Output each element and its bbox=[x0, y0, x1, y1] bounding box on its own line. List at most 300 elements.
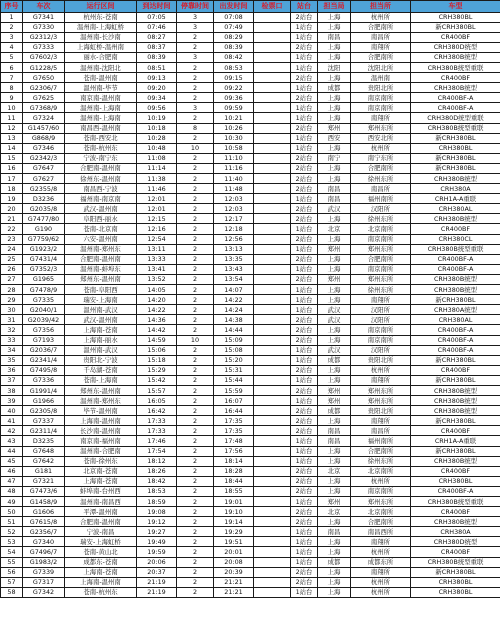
cell-train-model: CR400BF bbox=[411, 547, 500, 557]
cell-train-model: CRH380B统型 bbox=[411, 214, 500, 224]
cell-route: 宁波-南昌 bbox=[65, 527, 137, 537]
cell-departure-time: 16:44 bbox=[214, 406, 254, 416]
cell-train-model: CRH380AL bbox=[411, 204, 500, 214]
cell-route: 丽水-合肥南 bbox=[65, 52, 137, 62]
cell-departure-time: 17:56 bbox=[214, 446, 254, 456]
cell-operating-bureau: 南昌 bbox=[318, 194, 351, 204]
cell-platform: 2站台 bbox=[291, 174, 318, 184]
cell-depot: 合肥南所 bbox=[351, 163, 411, 173]
cell-index: 58 bbox=[1, 587, 23, 597]
cell-arrival-time: 19:49 bbox=[137, 537, 177, 547]
cell-train-model: CRH380B统型 bbox=[411, 456, 500, 466]
table-row bbox=[1, 426, 500, 436]
cell-platform: 2站台 bbox=[291, 335, 318, 345]
cell-arrival-time: 13:33 bbox=[137, 254, 177, 264]
cell-operating-bureau: 上海 bbox=[318, 285, 351, 295]
cell-ticket-gate bbox=[254, 436, 291, 446]
cell-route: 温州南-上海南 bbox=[65, 113, 137, 123]
cell-train-number: G1457/60 bbox=[23, 123, 65, 133]
cell-arrival-time: 18:12 bbox=[137, 456, 177, 466]
cell-ticket-gate bbox=[254, 385, 291, 395]
cell-route: 上海南-丽水 bbox=[65, 335, 137, 345]
cell-train-number: G7336 bbox=[23, 375, 65, 385]
cell-train-model: CR400BF bbox=[411, 73, 500, 83]
cell-index: 50 bbox=[1, 507, 23, 517]
cell-operating-bureau: 上海 bbox=[318, 375, 351, 385]
cell-train-number: D3236 bbox=[23, 194, 65, 204]
cell-arrival-time: 19:08 bbox=[137, 507, 177, 517]
cell-platform: 2站台 bbox=[291, 466, 318, 476]
cell-stop-duration: 2 bbox=[177, 62, 214, 72]
cell-stop-duration: 2 bbox=[177, 42, 214, 52]
cell-train-number: G1965 bbox=[23, 274, 65, 284]
cell-route: 上海南-苍南 bbox=[65, 567, 137, 577]
cell-ticket-gate bbox=[254, 285, 291, 295]
cell-operating-bureau: 上海 bbox=[318, 234, 351, 244]
cell-train-model: CRH1A-A重联 bbox=[411, 194, 500, 204]
cell-arrival-time: 20:06 bbox=[137, 557, 177, 567]
table-row bbox=[1, 62, 500, 72]
cell-departure-time: 21:21 bbox=[214, 587, 254, 597]
header-cell-index: 序号 bbox=[1, 1, 23, 13]
cell-route: 合肥南-温州南 bbox=[65, 163, 137, 173]
cell-depot: 北京南所 bbox=[351, 507, 411, 517]
cell-arrival-time: 18:59 bbox=[137, 497, 177, 507]
cell-departure-time: 20:39 bbox=[214, 567, 254, 577]
cell-platform: 1站台 bbox=[291, 52, 318, 62]
cell-departure-time: 15:20 bbox=[214, 355, 254, 365]
cell-departure-time: 13:35 bbox=[214, 254, 254, 264]
cell-platform: 2站台 bbox=[291, 274, 318, 284]
cell-stop-duration: 2 bbox=[177, 315, 214, 325]
cell-train-model: 新CRH380BL bbox=[411, 355, 500, 365]
cell-depot: 合肥南所 bbox=[351, 517, 411, 527]
cell-stop-duration: 2 bbox=[177, 325, 214, 335]
cell-platform: 1站台 bbox=[291, 446, 318, 456]
cell-arrival-time: 20:37 bbox=[137, 567, 177, 577]
cell-depot: 杭州所 bbox=[351, 547, 411, 557]
cell-operating-bureau: 上海 bbox=[318, 295, 351, 305]
cell-stop-duration: 2 bbox=[177, 456, 214, 466]
cell-arrival-time: 12:16 bbox=[137, 224, 177, 234]
cell-depot: 北京南所 bbox=[351, 466, 411, 476]
cell-train-number: G7625 bbox=[23, 93, 65, 103]
cell-index: 44 bbox=[1, 446, 23, 456]
cell-stop-duration: 2 bbox=[177, 406, 214, 416]
table-body bbox=[1, 12, 500, 597]
cell-departure-time: 09:59 bbox=[214, 103, 254, 113]
cell-stop-duration: 2 bbox=[177, 274, 214, 284]
cell-stop-duration: 2 bbox=[177, 486, 214, 496]
cell-ticket-gate bbox=[254, 52, 291, 62]
header-cell-train-number: 车次 bbox=[23, 1, 65, 13]
cell-route: 苍南-杭州东 bbox=[65, 587, 137, 597]
cell-arrival-time: 09:34 bbox=[137, 93, 177, 103]
cell-departure-time: 08:42 bbox=[214, 52, 254, 62]
cell-operating-bureau: 北京 bbox=[318, 224, 351, 234]
cell-depot: 南昌所 bbox=[351, 32, 411, 42]
cell-train-model: CR400BF-A bbox=[411, 93, 500, 103]
cell-stop-duration: 2 bbox=[177, 174, 214, 184]
table-row bbox=[1, 497, 500, 507]
cell-operating-bureau: 南宁 bbox=[318, 153, 351, 163]
cell-arrival-time: 11:46 bbox=[137, 184, 177, 194]
cell-operating-bureau: 上海 bbox=[318, 537, 351, 547]
header-cell-departure-time: 出发时间 bbox=[214, 1, 254, 13]
cell-depot: 南昌所 bbox=[351, 426, 411, 436]
cell-platform: 2站台 bbox=[291, 426, 318, 436]
cell-depot: 西安北所 bbox=[351, 133, 411, 143]
cell-departure-time: 18:14 bbox=[214, 456, 254, 466]
cell-arrival-time: 08:37 bbox=[137, 42, 177, 52]
cell-ticket-gate bbox=[254, 456, 291, 466]
cell-operating-bureau: 成都 bbox=[318, 355, 351, 365]
cell-train-model: CRH1A-A重联 bbox=[411, 436, 500, 446]
cell-route: 合肥南-温州南 bbox=[65, 517, 137, 527]
cell-ticket-gate bbox=[254, 507, 291, 517]
cell-depot: 南翔所 bbox=[351, 416, 411, 426]
cell-ticket-gate bbox=[254, 204, 291, 214]
cell-route: 成都东-苍南 bbox=[65, 557, 137, 567]
cell-platform: 1站台 bbox=[291, 244, 318, 254]
header-cell-platform: 站台 bbox=[291, 1, 318, 13]
cell-stop-duration: 2 bbox=[177, 163, 214, 173]
cell-arrival-time: 09:20 bbox=[137, 83, 177, 93]
cell-train-number: G7356 bbox=[23, 325, 65, 335]
cell-ticket-gate bbox=[254, 527, 291, 537]
cell-route: 长沙南-温州南 bbox=[65, 426, 137, 436]
cell-depot: 南翔所 bbox=[351, 42, 411, 52]
cell-index: 12 bbox=[1, 123, 23, 133]
cell-departure-time: 13:54 bbox=[214, 274, 254, 284]
cell-ticket-gate bbox=[254, 153, 291, 163]
header-row bbox=[1, 1, 500, 13]
cell-stop-duration: 2 bbox=[177, 537, 214, 547]
cell-route: 温州南-武汉 bbox=[65, 305, 137, 315]
cell-arrival-time: 10:48 bbox=[137, 143, 177, 153]
cell-depot: 杭州所 bbox=[351, 587, 411, 597]
cell-train-model: CR400BF-A bbox=[411, 103, 500, 113]
cell-platform: 2站台 bbox=[291, 12, 318, 22]
cell-ticket-gate bbox=[254, 476, 291, 486]
cell-train-number: D3235 bbox=[23, 436, 65, 446]
cell-train-number: G7346 bbox=[23, 143, 65, 153]
table-row bbox=[1, 466, 500, 476]
cell-operating-bureau: 上海 bbox=[318, 254, 351, 264]
cell-stop-duration: 2 bbox=[177, 204, 214, 214]
cell-operating-bureau: 上海 bbox=[318, 214, 351, 224]
cell-index: 21 bbox=[1, 214, 23, 224]
cell-train-number: G7324 bbox=[23, 113, 65, 123]
cell-ticket-gate bbox=[254, 295, 291, 305]
cell-train-model: CRH380A统型 bbox=[411, 305, 500, 315]
cell-arrival-time: 18:53 bbox=[137, 486, 177, 496]
cell-route: 温州南-武汉 bbox=[65, 345, 137, 355]
table-row bbox=[1, 587, 500, 597]
table-row bbox=[1, 194, 500, 204]
cell-route: 武汉-温州南 bbox=[65, 315, 137, 325]
cell-route: 温州南-长沙南 bbox=[65, 32, 137, 42]
cell-train-model: 新CRH380BL bbox=[411, 22, 500, 32]
cell-stop-duration: 2 bbox=[177, 234, 214, 244]
cell-ticket-gate bbox=[254, 12, 291, 22]
cell-arrival-time: 10:18 bbox=[137, 123, 177, 133]
table-row bbox=[1, 365, 500, 375]
cell-departure-time: 09:15 bbox=[214, 73, 254, 83]
cell-index: 37 bbox=[1, 375, 23, 385]
cell-train-number: G181 bbox=[23, 466, 65, 476]
cell-stop-duration: 2 bbox=[177, 385, 214, 395]
cell-ticket-gate bbox=[254, 365, 291, 375]
cell-train-number: G868/9 bbox=[23, 133, 65, 143]
cell-ticket-gate bbox=[254, 123, 291, 133]
cell-route: 南昌西-温州南 bbox=[65, 123, 137, 133]
cell-train-number: G2305/8 bbox=[23, 406, 65, 416]
cell-ticket-gate bbox=[254, 103, 291, 113]
cell-route: 武汉-温州南 bbox=[65, 204, 137, 214]
cell-operating-bureau: 南昌 bbox=[318, 184, 351, 194]
cell-index: 47 bbox=[1, 476, 23, 486]
cell-departure-time: 11:40 bbox=[214, 174, 254, 184]
cell-departure-time: 12:18 bbox=[214, 224, 254, 234]
cell-stop-duration: 2 bbox=[177, 285, 214, 295]
cell-index: 2 bbox=[1, 22, 23, 32]
cell-platform: 1站台 bbox=[291, 194, 318, 204]
table-row bbox=[1, 375, 500, 385]
cell-operating-bureau: 上海 bbox=[318, 567, 351, 577]
cell-train-number: G7642 bbox=[23, 456, 65, 466]
cell-ticket-gate bbox=[254, 32, 291, 42]
cell-departure-time: 12:17 bbox=[214, 214, 254, 224]
cell-departure-time: 09:36 bbox=[214, 93, 254, 103]
cell-ticket-gate bbox=[254, 133, 291, 143]
table-row bbox=[1, 204, 500, 214]
cell-stop-duration: 2 bbox=[177, 557, 214, 567]
cell-departure-time: 13:13 bbox=[214, 244, 254, 254]
cell-route: 苍南-杭州东 bbox=[65, 143, 137, 153]
cell-operating-bureau: 上海 bbox=[318, 103, 351, 113]
cell-stop-duration: 3 bbox=[177, 52, 214, 62]
cell-route: 瑞安-上海虹桥 bbox=[65, 537, 137, 547]
cell-route: 阜阳西-丽水 bbox=[65, 214, 137, 224]
cell-depot: 南翔所 bbox=[351, 375, 411, 385]
table-row bbox=[1, 163, 500, 173]
cell-arrival-time: 12:01 bbox=[137, 194, 177, 204]
cell-index: 1 bbox=[1, 12, 23, 22]
cell-stop-duration: 2 bbox=[177, 113, 214, 123]
cell-route: 杭州东-苍南 bbox=[65, 12, 137, 22]
table-row bbox=[1, 143, 500, 153]
cell-operating-bureau: 郑州 bbox=[318, 385, 351, 395]
cell-stop-duration: 10 bbox=[177, 335, 214, 345]
cell-index: 8 bbox=[1, 83, 23, 93]
cell-platform: 1站台 bbox=[291, 436, 318, 446]
cell-platform: 2站台 bbox=[291, 214, 318, 224]
cell-departure-time: 19:51 bbox=[214, 537, 254, 547]
cell-departure-time: 10:58 bbox=[214, 143, 254, 153]
cell-arrival-time: 17:33 bbox=[137, 416, 177, 426]
cell-platform: 1站台 bbox=[291, 133, 318, 143]
cell-operating-bureau: 上海 bbox=[318, 174, 351, 184]
cell-platform: 2站台 bbox=[291, 42, 318, 52]
cell-stop-duration: 2 bbox=[177, 153, 214, 163]
cell-train-number: G7627 bbox=[23, 174, 65, 184]
cell-index: 55 bbox=[1, 557, 23, 567]
cell-platform: 1站台 bbox=[291, 537, 318, 547]
cell-platform: 1站台 bbox=[291, 32, 318, 42]
cell-arrival-time: 21:19 bbox=[137, 587, 177, 597]
cell-departure-time: 15:59 bbox=[214, 385, 254, 395]
cell-departure-time: 16:07 bbox=[214, 396, 254, 406]
cell-ticket-gate bbox=[254, 335, 291, 345]
cell-train-number: G2311/4 bbox=[23, 426, 65, 436]
cell-train-model: 新CRH380BL bbox=[411, 133, 500, 143]
cell-departure-time: 10:30 bbox=[214, 133, 254, 143]
cell-stop-duration: 2 bbox=[177, 587, 214, 597]
cell-ticket-gate bbox=[254, 244, 291, 254]
cell-arrival-time: 12:54 bbox=[137, 234, 177, 244]
cell-train-model: CRH380B统型 bbox=[411, 517, 500, 527]
cell-route: 毕节-温州南 bbox=[65, 406, 137, 416]
cell-ticket-gate bbox=[254, 497, 291, 507]
cell-index: 53 bbox=[1, 537, 23, 547]
cell-route: 上海南-温州南 bbox=[65, 577, 137, 587]
cell-stop-duration: 2 bbox=[177, 416, 214, 426]
cell-train-number: G7339 bbox=[23, 567, 65, 577]
cell-train-model: 新CRH380BL bbox=[411, 375, 500, 385]
cell-platform: 2站台 bbox=[291, 123, 318, 133]
cell-stop-duration: 3 bbox=[177, 12, 214, 22]
cell-index: 7 bbox=[1, 73, 23, 83]
cell-departure-time: 08:53 bbox=[214, 62, 254, 72]
cell-stop-duration: 2 bbox=[177, 133, 214, 143]
cell-arrival-time: 17:46 bbox=[137, 436, 177, 446]
cell-depot: 南翔所 bbox=[351, 537, 411, 547]
cell-arrival-time: 13:41 bbox=[137, 264, 177, 274]
cell-depot: 合肥南所 bbox=[351, 22, 411, 32]
header-cell-train-model: 车型 bbox=[411, 1, 500, 13]
cell-departure-time: 11:16 bbox=[214, 163, 254, 173]
cell-index: 28 bbox=[1, 285, 23, 295]
cell-index: 27 bbox=[1, 274, 23, 284]
cell-arrival-time: 10:19 bbox=[137, 113, 177, 123]
cell-arrival-time: 19:27 bbox=[137, 527, 177, 537]
cell-train-number: G7473/6 bbox=[23, 486, 65, 496]
cell-ticket-gate bbox=[254, 234, 291, 244]
cell-operating-bureau: 上海 bbox=[318, 416, 351, 426]
cell-arrival-time: 08:39 bbox=[137, 52, 177, 62]
cell-index: 36 bbox=[1, 365, 23, 375]
cell-depot: 郑州东所 bbox=[351, 123, 411, 133]
cell-depot: 合肥南所 bbox=[351, 446, 411, 456]
cell-arrival-time: 11:08 bbox=[137, 153, 177, 163]
cell-train-model: CRH380B统型重联 bbox=[411, 123, 500, 133]
cell-operating-bureau: 上海 bbox=[318, 12, 351, 22]
cell-platform: 2站台 bbox=[291, 254, 318, 264]
cell-train-number: G2039/42 bbox=[23, 315, 65, 325]
cell-operating-bureau: 上海 bbox=[318, 143, 351, 153]
cell-arrival-time: 16:42 bbox=[137, 406, 177, 416]
cell-depot: 南昌所 bbox=[351, 184, 411, 194]
cell-route: 宁波-南宁东 bbox=[65, 153, 137, 163]
cell-operating-bureau: 成都 bbox=[318, 557, 351, 567]
cell-stop-duration: 2 bbox=[177, 396, 214, 406]
cell-departure-time: 18:55 bbox=[214, 486, 254, 496]
cell-depot: 南京南所 bbox=[351, 325, 411, 335]
cell-depot: 郑州东所 bbox=[351, 244, 411, 254]
cell-train-model: 新CRH380BL bbox=[411, 416, 500, 426]
header-cell-route: 运行区间 bbox=[65, 1, 137, 13]
cell-train-model: CR400BF bbox=[411, 426, 500, 436]
cell-operating-bureau: 上海 bbox=[318, 577, 351, 587]
cell-ticket-gate bbox=[254, 355, 291, 365]
cell-train-number: G7342 bbox=[23, 587, 65, 597]
cell-train-model: CRH380B统型 bbox=[411, 385, 500, 395]
cell-train-model: CR400BF bbox=[411, 32, 500, 42]
cell-platform: 2站台 bbox=[291, 476, 318, 486]
cell-train-model: CRH380BL bbox=[411, 577, 500, 587]
cell-platform: 1站台 bbox=[291, 224, 318, 234]
cell-train-model: CRH380B统型 bbox=[411, 274, 500, 284]
cell-train-model: CR400BF-A bbox=[411, 254, 500, 264]
cell-ticket-gate bbox=[254, 406, 291, 416]
cell-operating-bureau: 南昌 bbox=[318, 436, 351, 446]
cell-operating-bureau: 上海 bbox=[318, 93, 351, 103]
cell-train-model: CRH380D统型 bbox=[411, 537, 500, 547]
cell-ticket-gate bbox=[254, 486, 291, 496]
cell-depot: 南京南所 bbox=[351, 234, 411, 244]
cell-operating-bureau: 武汉 bbox=[318, 315, 351, 325]
cell-train-number: G7478/9 bbox=[23, 285, 65, 295]
cell-train-model: CRH380AL bbox=[411, 315, 500, 325]
cell-route: 温州南-南昌西 bbox=[65, 497, 137, 507]
cell-index: 54 bbox=[1, 547, 23, 557]
cell-stop-duration: 2 bbox=[177, 93, 214, 103]
cell-route: 温州南-蚌埠东 bbox=[65, 264, 137, 274]
cell-route: 温州南-沈阳北 bbox=[65, 62, 137, 72]
cell-stop-duration: 2 bbox=[177, 83, 214, 93]
cell-platform: 2站台 bbox=[291, 567, 318, 577]
cell-depot: 徐州东所 bbox=[351, 214, 411, 224]
cell-index: 48 bbox=[1, 486, 23, 496]
cell-depot: 贵阳北所 bbox=[351, 355, 411, 365]
cell-ticket-gate bbox=[254, 274, 291, 284]
cell-train-model: CRH380D统型重联 bbox=[411, 113, 500, 123]
cell-train-model: CRH380B统型 bbox=[411, 83, 500, 93]
cell-stop-duration: 2 bbox=[177, 436, 214, 446]
cell-arrival-time: 11:14 bbox=[137, 163, 177, 173]
table-row bbox=[1, 133, 500, 143]
cell-ticket-gate bbox=[254, 466, 291, 476]
cell-depot: 汉阳所 bbox=[351, 305, 411, 315]
cell-train-model: CR400BF-A bbox=[411, 486, 500, 496]
cell-operating-bureau: 上海 bbox=[318, 517, 351, 527]
cell-ticket-gate bbox=[254, 214, 291, 224]
cell-index: 25 bbox=[1, 254, 23, 264]
cell-platform: 2站台 bbox=[291, 234, 318, 244]
cell-stop-duration: 2 bbox=[177, 497, 214, 507]
cell-depot: 汉阳所 bbox=[351, 315, 411, 325]
cell-train-number: G7352/3 bbox=[23, 264, 65, 274]
cell-depot: 杭州所 bbox=[351, 12, 411, 22]
header-cell-stop-duration: 停靠时间 bbox=[177, 1, 214, 13]
cell-depot: 郑州东所 bbox=[351, 274, 411, 284]
cell-departure-time: 20:01 bbox=[214, 547, 254, 557]
cell-arrival-time: 10:28 bbox=[137, 133, 177, 143]
cell-departure-time: 14:07 bbox=[214, 285, 254, 295]
cell-depot: 合肥南所 bbox=[351, 254, 411, 264]
cell-arrival-time: 15:29 bbox=[137, 365, 177, 375]
